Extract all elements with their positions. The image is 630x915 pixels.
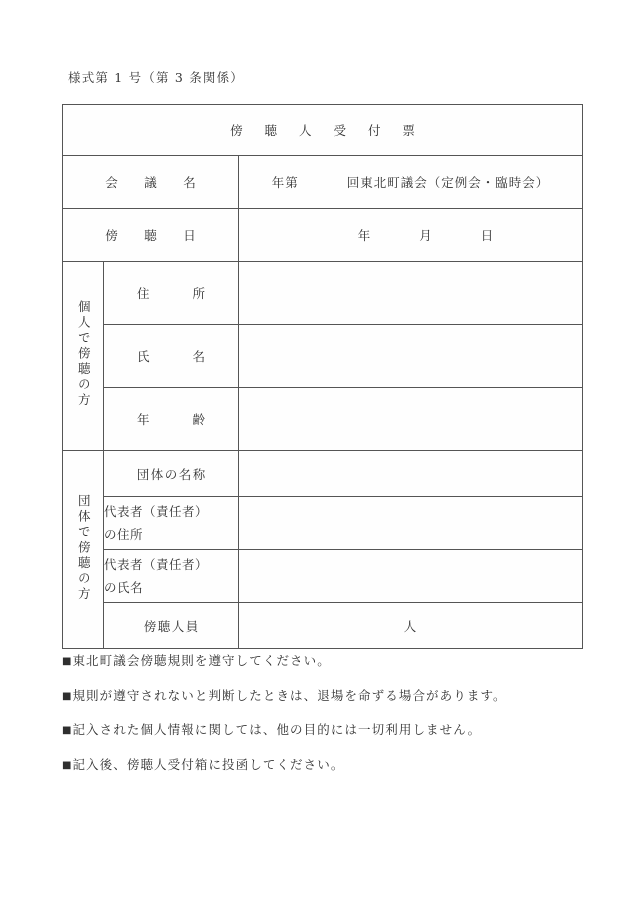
attendee-count-value[interactable]: 人 xyxy=(239,603,583,649)
note-text-1: 東北町議会傍聴規則を遵守してください。 xyxy=(72,653,331,668)
rep-name-value[interactable] xyxy=(239,550,583,603)
individual-address-label: 住 所 xyxy=(104,262,239,325)
rep-name-label-line2: の氏名 xyxy=(104,580,144,595)
note-bullet-icon: ■ xyxy=(62,759,72,771)
table-row-title xyxy=(63,105,583,156)
table-row-rep-name xyxy=(63,550,583,603)
table-row-individual-name xyxy=(63,325,583,388)
group-section-side-label xyxy=(63,451,104,649)
meeting-name-label: 会 議 名 xyxy=(63,156,239,209)
note-bullet-icon: ■ xyxy=(62,656,72,667)
meeting-name-value[interactable] xyxy=(239,156,583,209)
attendance-date-label: 傍 聴 日 xyxy=(63,209,239,262)
note-item-2 xyxy=(62,687,602,703)
table-row-rep-address xyxy=(63,497,583,550)
group-side-text: 団体で傍聴の方 xyxy=(76,493,92,603)
notes-list xyxy=(62,655,602,793)
attendee-count-label: 傍聴人員 xyxy=(104,603,239,649)
attendance-date-value[interactable] xyxy=(239,209,583,262)
individual-section-side-label xyxy=(63,262,104,451)
group-name-value[interactable] xyxy=(239,451,583,497)
form-title: 傍 聴 人 受 付 票 xyxy=(63,105,583,156)
note-text-4: 記入後、傍聴人受付箱に投函してください。 xyxy=(72,756,345,772)
table-row-individual-address xyxy=(63,262,583,325)
form-number-label: 様式第 1 号（第 3 条関係） xyxy=(68,70,244,85)
note-bullet-icon: ■ xyxy=(62,690,72,702)
table-row-individual-age xyxy=(63,388,583,451)
individual-side-text: 個人で傍聴の方 xyxy=(76,300,92,409)
rep-name-label-line1: 代表者（責任者） xyxy=(104,556,209,572)
table-row-group-name xyxy=(63,451,583,497)
group-name-label: 団体の名称 xyxy=(104,451,239,497)
date-year-unit: 年 xyxy=(357,228,372,243)
meeting-name-lead: 年第 xyxy=(271,175,299,190)
reception-slip-table xyxy=(62,104,583,649)
note-text-2: 規則が遵守されないと判断したときは、退場を命ずる場合があります。 xyxy=(72,687,507,703)
note-item-4 xyxy=(62,756,602,772)
individual-address-value[interactable] xyxy=(239,262,583,325)
rep-address-value[interactable] xyxy=(239,497,583,550)
individual-name-label: 氏 名 xyxy=(104,325,239,388)
rep-address-label-line1: 代表者（責任者） xyxy=(104,503,209,519)
rep-name-label xyxy=(104,550,239,603)
note-item-1 xyxy=(62,655,602,668)
note-text-3: 記入された個人情報に関しては、他の目的には一切利用しません。 xyxy=(72,722,482,737)
date-day-unit: 日 xyxy=(480,228,495,243)
individual-name-value[interactable] xyxy=(239,325,583,388)
table-row-attendee-count xyxy=(63,603,583,649)
rep-address-label xyxy=(104,497,239,550)
individual-age-value[interactable] xyxy=(239,388,583,451)
date-month-unit: 月 xyxy=(419,228,433,243)
rep-address-label-line2: の住所 xyxy=(104,527,144,542)
table-row-attendance-date xyxy=(63,209,583,262)
individual-age-label: 年 齢 xyxy=(104,388,239,451)
note-bullet-icon: ■ xyxy=(62,725,72,736)
table-row-meeting-name xyxy=(63,156,583,209)
note-item-3 xyxy=(62,724,602,737)
meeting-name-tail: 回東北町議会（定例会・臨時会） xyxy=(346,175,550,190)
